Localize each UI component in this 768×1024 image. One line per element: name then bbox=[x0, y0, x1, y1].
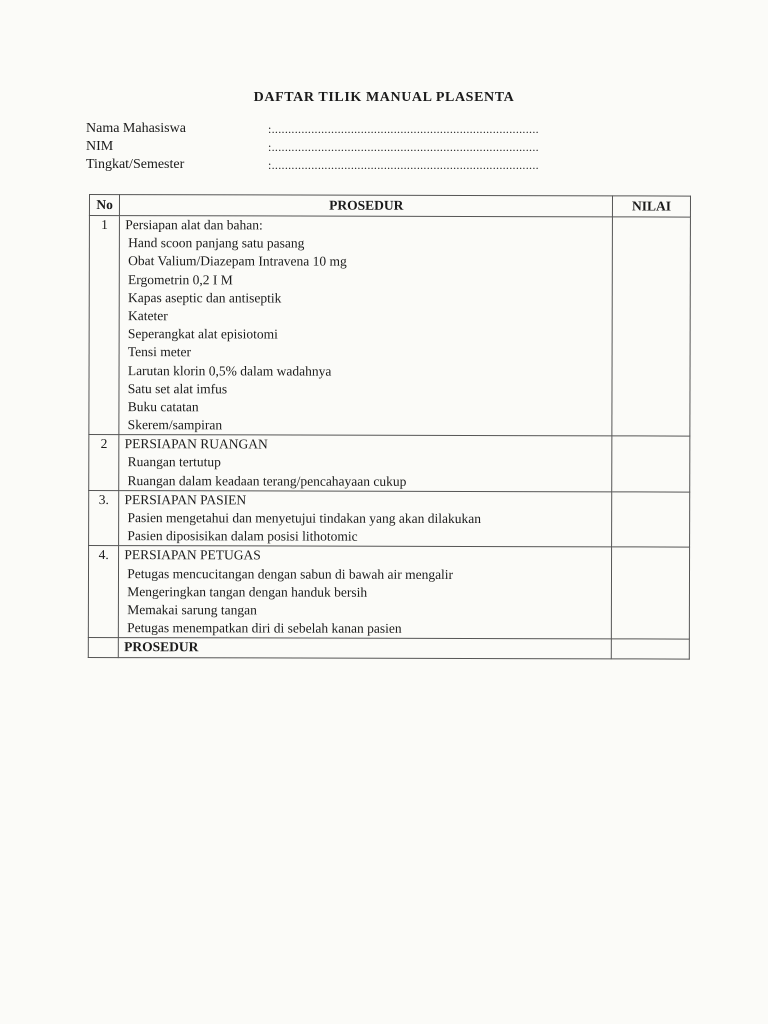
nilai-cell[interactable] bbox=[612, 547, 690, 639]
procedure-item: Kapas aseptic dan antiseptik bbox=[128, 289, 282, 306]
info-row-name bbox=[86, 120, 572, 138]
checklist-table bbox=[88, 194, 691, 659]
procedure-item: Ruangan tertutup bbox=[127, 454, 221, 470]
table-row bbox=[88, 546, 689, 640]
info-row-nim bbox=[86, 138, 572, 156]
header-procedure: PROSEDUR bbox=[120, 195, 613, 217]
procedure-item: Ergometrin 0,2 I M bbox=[128, 271, 233, 287]
row-number: 2 bbox=[89, 435, 119, 491]
header-nilai: NILAI bbox=[613, 196, 691, 217]
table-row bbox=[89, 490, 690, 547]
row-number: 1 bbox=[89, 216, 120, 435]
nilai-cell[interactable] bbox=[612, 217, 690, 436]
nilai-cell[interactable] bbox=[612, 436, 690, 492]
procedure-item: Petugas menempatkan diri di sebelah kanan pasien bbox=[127, 620, 402, 636]
procedure-item: Buku catatan bbox=[127, 398, 199, 415]
footer-procedure-label: PROSEDUR bbox=[124, 639, 199, 655]
row-number: 4. bbox=[88, 546, 119, 638]
procedure-cell bbox=[119, 435, 612, 492]
procedure-item: Seperangkat alat episiotomi bbox=[127, 326, 278, 342]
procedure-cell bbox=[119, 490, 612, 547]
procedure-item: Memakai sarung tangan bbox=[127, 602, 257, 618]
section-heading: PERSIAPAN PETUGAS bbox=[124, 547, 261, 563]
section-heading: PERSIAPAN RUANGAN bbox=[124, 436, 268, 452]
info-label: Nama Mahasiswa bbox=[86, 121, 186, 136]
document-title: DAFTAR TILIK MANUAL PLASENTA bbox=[253, 90, 515, 105]
header-no: No bbox=[89, 195, 119, 216]
procedure-item: Tensi meter bbox=[127, 344, 192, 360]
table-footer-row bbox=[88, 638, 689, 659]
nilai-cell[interactable] bbox=[612, 492, 690, 548]
procedure-cell bbox=[119, 638, 612, 658]
info-label: Tingkat/Semester bbox=[86, 157, 185, 172]
procedure-item: Pasien diposisikan dalam posisi lithotomic bbox=[127, 528, 358, 544]
info-fill-line[interactable]: :................................................................................. bbox=[268, 158, 539, 172]
table-row bbox=[89, 216, 691, 437]
table-row bbox=[89, 435, 690, 492]
procedure-item: Petugas mencucitangan dengan sabun di bawah air mengalir bbox=[127, 565, 454, 582]
table-header-row bbox=[89, 195, 690, 218]
procedure-item: Obat Valium/Diazepam Intravena 10 mg bbox=[128, 253, 347, 270]
info-fill-line[interactable]: :................................................................................. bbox=[268, 122, 539, 136]
info-row-semester bbox=[86, 156, 572, 174]
nilai-cell[interactable] bbox=[611, 639, 689, 658]
info-fill-line[interactable]: :................................................................................. bbox=[268, 140, 539, 154]
procedure-item: Larutan klorin 0,5% dalam wadahnya bbox=[127, 362, 332, 379]
procedure-cell bbox=[119, 546, 612, 639]
procedure-cell bbox=[119, 216, 612, 437]
row-number: 3. bbox=[89, 490, 119, 546]
procedure-item: Ruangan dalam keadaan terang/pencahayaan cukup bbox=[127, 472, 407, 489]
procedure-item: Hand scoon panjang satu pasang bbox=[128, 235, 305, 251]
procedure-item: Kateter bbox=[127, 308, 168, 324]
procedure-item: Persiapan alat dan bahan: bbox=[125, 217, 263, 233]
procedure-item: Pasien mengetahui dan menyetujui tindakan yang akan dilakukan bbox=[127, 510, 481, 527]
procedure-item: Satu set alat imfus bbox=[127, 380, 228, 397]
section-heading: PERSIAPAN PASIEN bbox=[124, 491, 247, 508]
student-info bbox=[86, 120, 572, 174]
procedure-item: Mengeringkan tangan dengan handuk bersih bbox=[127, 583, 368, 600]
info-label: NIM bbox=[86, 139, 114, 154]
procedure-item: Skerem/sampiran bbox=[127, 417, 223, 433]
row-number-empty bbox=[88, 638, 118, 657]
